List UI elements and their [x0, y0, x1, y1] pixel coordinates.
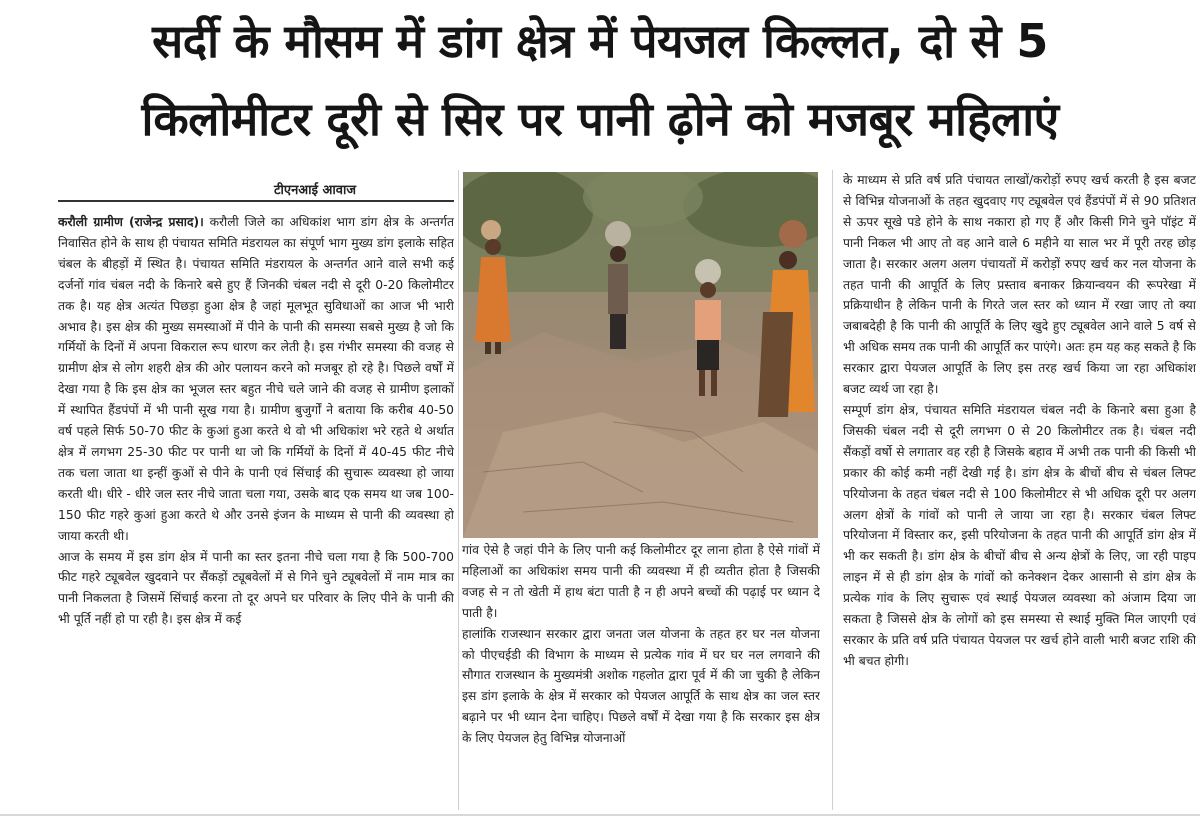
article-headline [0, 2, 1200, 158]
article-paragraph: सम्पूर्ण डांग क्षेत्र, पंचायत समिति मंडरायल चंबल नदी के किनारे बसा हुआ है जिसकी चंबल नदी से दूरी लगभग 0 से 20 किलोमीटर तक है। चंबल नदी सैंकड़ों वर्षो से लगातार वह रही है जिसके बहाव में अभी तक पानी की किसी भी प्रकार की कोई कमी नहीं देखी गई है। डांग क्षेत्र के बीचों बीच से चंबल लिफ्ट परियोजना के तहत चंबल नदी से 100 किलोमीटर से भी अधिक दूरी पर अलग अलग क्षेत्रों के गांवों को पानी ले जाया जा रहा है। सरकार चंबल लिफ्ट परियोजना में विस्तार कर, इसी परियोजना के तहत पानी की आपूर्ति डांग क्षेत्र में भी कर सकती है। डांग क्षेत्र के बीचों बीच से अन्य क्षेत्रों के लिए, जा रही पाइप लाइन में से ही डांग क्षेत्र के गांवों को कनेक्शन देकर आसानी से डांग क्षेत्र के प्रत्येक गांव के लिए सुचारू एवं स्थाई पेयजल व्यवस्था को अंजाम दिया जा सकता है जिससे क्षेत्र के लोगों को इस समस्या से स्थाई मुक्ति मिल जाएगी एवं सरकार के प्रति वर्ष प्रति पंचायत पेयजल पर खर्च होने वाली भारी बजट राशि की भी बचत होगी। [843, 402, 1196, 668]
article-paragraph: आज के समय में इस डांग क्षेत्र में पानी का स्तर इतना नीचे चला गया है कि 500-700 फीट गहरे ट्यूबवेल खुदवाने पर सैंकड़ों ट्यूबवेलों में से गिने चुने ट्यूबवेलों में नाम मात्र का पानी निकलता है जिसमें सिंचाई करना तो दूर अपने घर परिवार के लिए पीने के पानी की भी पूर्ति नहीं हो पा रही है। इस क्षेत्र में कई [58, 549, 454, 627]
column-divider [832, 170, 833, 810]
article-paragraph: गांव ऐसे है जहां पीने के लिए पानी कई किलोमीटर दूर लाना होता है ऐसे गांवों में महिलाओं का अधिकांश समय पानी की व्यवस्था में ही व्यतीत होता है जिसकी वजह से न तो खेती में हाथ बंटा पाती है न ही अपने बच्चों की पढ़ाई पर ध्यान दे पाती है। [462, 543, 820, 620]
dateline: करौली ग्रामीण (राजेन्द्र प्रसाद)। [58, 215, 204, 229]
byline: टीएनआई आवाज [273, 183, 357, 198]
byline-rule [58, 200, 454, 202]
women-carrying-water-photo [463, 172, 818, 538]
article-column-2 [462, 540, 820, 812]
column-divider [458, 170, 459, 810]
headline-line-1: सर्दी के मौसम में डांग क्षेत्र में पेयजल किल्लत, दो से 5 [152, 14, 1048, 68]
article-paragraph: के माध्यम से प्रति वर्ष प्रति पंचायत लाखों/करोड़ों रुपए खर्च करती है इस बजट से विभिन्न योजनाओं के तहत खुदवाए गए ट्यूबवेल एवं हैंडपंपों में से 90 प्रतिशत से ऊपर सूखे पडे होने के साथ नकारा हो गए हैं और किसी गिने चुने पॉइंट में पानी निकल भी आए तो वह आने वाले 6 महीने या साल भर में पूरी तरह छोड़ जाता है। सरकार अलग अलग पंचायतों में करोड़ों रुपए खर्च कर नल योजना के तहत पानी की आपूर्ति के लिए प्रस्ताव बनाकर क्रियान्वयन की रूपरेखा में प्रक्रियाधीन है लेकिन पानी के गिरते जल स्तर को ध्यान में रखा जाए तो क्या जबाबदेही है कि पानी की आपूर्ति के लिए खुदे हुए ट्यूबवेल आने वाले 5 वर्ष से भी अधिक समय तक पानी की आपूर्ति कर पाएंगे। अतः हम यह कह सकते है कि सरकार द्वारा पेयजल आपूर्ति के लिए इस तरह खर्च किया जा रहा अधिकांश बजट व्यर्थ जा रहा है। [843, 173, 1196, 397]
bottom-rule [0, 814, 1200, 816]
article-column-1 [58, 212, 454, 812]
article-paragraph: हालांकि राजस्थान सरकार द्वारा जनता जल योजना के तहत हर घर नल योजना को पीएचईडी की विभाग के माध्यम से प्रत्येक गांव में घर घर नल लगवाने की सौगात राजस्थान के मुख्यमंत्री अशोक गहलोत द्वारा पूर्व में की जा चुकी है लेकिन इस डांग इलाके के क्षेत्र में सरकार को पेयजल आपूर्ति के साथ क्षेत्र का जल स्तर बढ़ाने पर भी ध्यान देना चाहिए। पिछले वर्षों में देखा गया है कि सरकार इस क्षेत्र के लिए पेयजल हेतु विभिन्न योजनाओं [462, 626, 820, 746]
article-column-3 [843, 170, 1196, 820]
paragraph-text: करौली जिले का अधिकांश भाग डांग क्षेत्र के अन्तर्गत निवासित होने के साथ ही पंचायत समिति मंडरायल का संपूर्ण भाग मुख्य डांग इलाके सहित चंबल के बीहड़ों में स्थित है। पंचायत समिति मंडरायल के अन्तर्गत आने वाले सभी कई दर्जनों गांव चंबल नदी के किनारे बसे हुए हैं जिनकी चंबल नदी से दूरी 0-20 किलोमीटर तक है। यह क्षेत्र अत्यंत पिछड़ा हुआ क्षेत्र है जहां मूलभूत सुविधाओं का आज भी भारी अभाव है। इस क्षेत्र की मुख्य समस्याओं में पीने के पानी की समस्या सबसे मुख्य है जो कि गर्मियों के दिनों में अपना विकराल रूप धारण कर लेती है। इस गंभीर समस्या की वजह से ग्रामीण क्षेत्र से लोग शहरी क्षेत्र की ओर पलायन करने को मजबूर हो रहे है। पिछले वर्षों में देखा गया है कि इस क्षेत्र का भूजल स्तर बहुत नीचे चले जाने की वजह से ग्रामीण इलाकों में स्थापित हैंडपंपों में भी पानी सूख गया है। ग्रामीण बुजुर्गों ने बताया कि करीब 40-50 वर्ष पहले सिर्फ 50-70 फीट के कुआं हुआ करते थे वो भी अधिकांश भरे रहते थे अर्थात क्षेत्र में लगभग 25-30 फीट पर पानी था जो कि गर्मियों के दिनों में 40-45 फीट नीचे तक चला जाता था इन्हीं कुओं से पीने के पानी एवं सिंचाई की सुचारू व्यवस्था हो जाया करती थी। धीरे - धीरे जल स्तर नीचे जाता चला गया, उसके बाद एक समय था जब 100-150 फीट गहरे कुआं हुआ करते थे और उनसे इंजन के माध्यम से पानी की व्यवस्था हो जाया करती थी। [58, 215, 454, 543]
headline-line-2: किलोमीटर दूरी से सिर पर पानी ढ़ोने को मजबूर महिलाएं [141, 92, 1059, 146]
article-paragraph [58, 212, 454, 547]
article-photo [463, 172, 818, 538]
